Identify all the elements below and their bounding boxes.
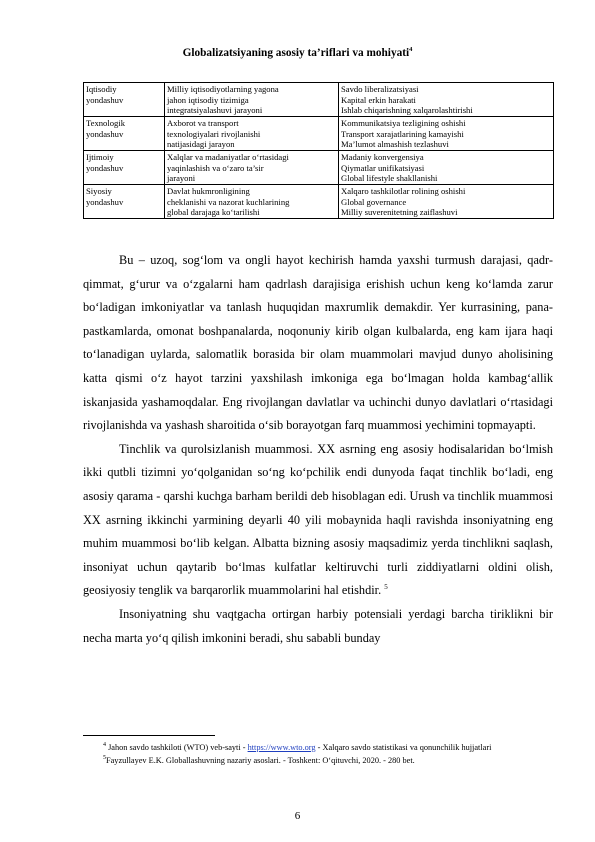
cell-line: Milliy suverenitetning zaiflashuvi: [341, 207, 458, 218]
approach-cell: [84, 117, 165, 151]
cell-line: Texnologik: [86, 118, 126, 128]
cell-line: jahon iqtisodiy tizimiga: [167, 94, 249, 105]
cell-line: Transport xarajatlarining kamayishi: [341, 128, 464, 139]
cell-line: Global governance: [341, 196, 407, 207]
cell-line: Savdo liberalizatsiyasi: [341, 84, 419, 94]
cell-line: Madaniy konvergensiya: [341, 152, 424, 162]
footnote-divider: [83, 735, 215, 736]
footnote-ref-4: 4: [409, 46, 413, 53]
cell-line: Ma’lumot almashish tezlashuvi: [341, 139, 449, 150]
cell-line: cheklanishi va nazorat kuchlarining: [167, 196, 290, 207]
paragraph-3: Insoniyatning shu vaqtgacha ortirgan harbiy potensiali yerdagi barcha tiriklikni bir necha marta yo‘q qilish imkonini beradi, shu sababli bunday: [83, 606, 553, 645]
cell-line: Kommunikatsiya tezligining oshishi: [341, 118, 466, 128]
cell-line: texnologiyalari rivojlanishi: [167, 128, 261, 139]
features-cell: [339, 185, 554, 219]
approach-cell: [84, 185, 165, 219]
cell-line: yaqinlashish va o‘zaro ta’sir: [167, 162, 264, 173]
wto-link[interactable]: https://www.wto.org: [247, 742, 316, 752]
cell-line: yondashuv: [86, 94, 124, 105]
cell-line: integratsiyalashuvi jarayoni: [167, 105, 263, 116]
approach-cell: [84, 151, 165, 185]
cell-line: Qiymatlar unifikatsiyasi: [341, 162, 425, 173]
footnote-ref-5: 5: [384, 583, 388, 592]
features-cell: [339, 117, 554, 151]
cell-line: yondashuv: [86, 162, 124, 173]
cell-line: Iqtisodiy: [86, 84, 117, 94]
cell-line: Xalqlar va madaniyatlar o‘rtasidagi: [167, 152, 289, 162]
cell-line: yondashuv: [86, 128, 124, 139]
features-cell: [339, 151, 554, 185]
cell-line: jarayoni: [167, 173, 196, 184]
footnotes: [83, 740, 553, 766]
paragraph-1: Bu – uzoq, sog‘lom va ongli hayot kechirish hamda yaxshi turmush darajasi, qadr-qimmat, g‘urur va o‘zgalarni ham qadrlash darajisiga erishish uchun keng ko‘lamda zarur bo‘ladigan imkoniyatlar va tanlash huquqidan maxrumlik demakdir. Yer kurrasining, pana-pastkamlarda, omonat boshpanalarda, noqonuniy kirib olgan kulbalarda, eng kam ijara haqi to‘lanadigan uylarda, salomatlik borasida bir olam muammolari mavjud dunyo aholisining katta qismi o‘z hayot tarzini yaxshilash imkoniga ega bo‘lmagan holda kambag‘allik iskanjasida yashamoqdalar. Eng rivojlangan davlatlar va uchinchi dunyo davlatlari o‘rtasidagi rivojlanishda va yashash sharoitida o‘sib borayotgan farq muammosi yechimini topmayapti.: [83, 253, 553, 433]
cell-line: Ishlab chiqarishning xalqarolashtirishi: [341, 105, 473, 116]
cell-line: Global lifestyle shakllanishi: [341, 173, 438, 184]
cell-line: natijasidagi jarayon: [167, 139, 235, 150]
definitions-table: [83, 82, 554, 219]
cell-line: global darajaga ko‘tarilishi: [167, 207, 260, 218]
description-cell: [165, 83, 339, 117]
cell-line: yondashuv: [86, 196, 124, 207]
body-text: [83, 249, 553, 650]
cell-line: Milliy iqtisodiyotlarning yagona: [167, 84, 279, 94]
cell-line: Kapital erkin harakati: [341, 94, 416, 105]
table-row: [84, 83, 554, 117]
paragraph-2: Tinchlik va qurolsizlanish muammosi. XX asrning eng asosiy hodisalaridan bo‘lmish ikki qutbli tizimni yo‘qolganidan so‘ng ko‘pchilik endi dunyoda faqat tinchlik bo‘ladi, eng asosiy qarama - qarshi kuchga barham berildi deb hisoblagan edi. Urush va tinchlik muammosi XX asrning ikkinchi yarmining deyarli 40 yili mobaynida haqli ravishda insoniyatning eng muhim muammosi bo‘lib kelgan. Albatta bizning asosiy maqsadimiz yerda tinchlikni saqlash, insoniyat uchun qaytarib bo‘lmas kulfatlar keltiruvchi turli ziddiyatlarni oldini olish, geosiyosiy tenglik va barqarorlik muammolarini hal etishdir. $^5$: [83, 441, 553, 598]
cell-line: Axborot va transport: [167, 118, 239, 128]
page-number: 6: [294, 810, 301, 822]
cell-line: Davlat hukmronligining: [167, 186, 250, 196]
table-row: [84, 117, 554, 151]
features-cell: [339, 83, 554, 117]
footnote-5: $^5$Fayzullayev E.K. Globallashuvning nazariy asoslari. - Toshkent: O‘qituvchi, 2020. - 280 bet.: [103, 754, 415, 765]
description-cell: [165, 151, 339, 185]
footnote-4: $^4$ Jahon savdo tashkiloti (WTO) veb-sayti - https://www.wto.org - Xalqaro savdo statistikasi va qonunchilik hujjatlari: [103, 742, 492, 752]
table-row: [84, 151, 554, 185]
description-cell: [165, 185, 339, 219]
cell-line: Ijtimoiy: [86, 152, 114, 162]
description-cell: [165, 117, 339, 151]
cell-line: Siyosiy: [86, 186, 112, 196]
page-title: Globalizatsiyaning asosiy ta’riflari va mohiyati$^4$: [182, 46, 413, 59]
approach-cell: [84, 83, 165, 117]
table-row: [84, 185, 554, 219]
cell-line: Xalqaro tashkilotlar rolining oshishi: [341, 186, 466, 196]
